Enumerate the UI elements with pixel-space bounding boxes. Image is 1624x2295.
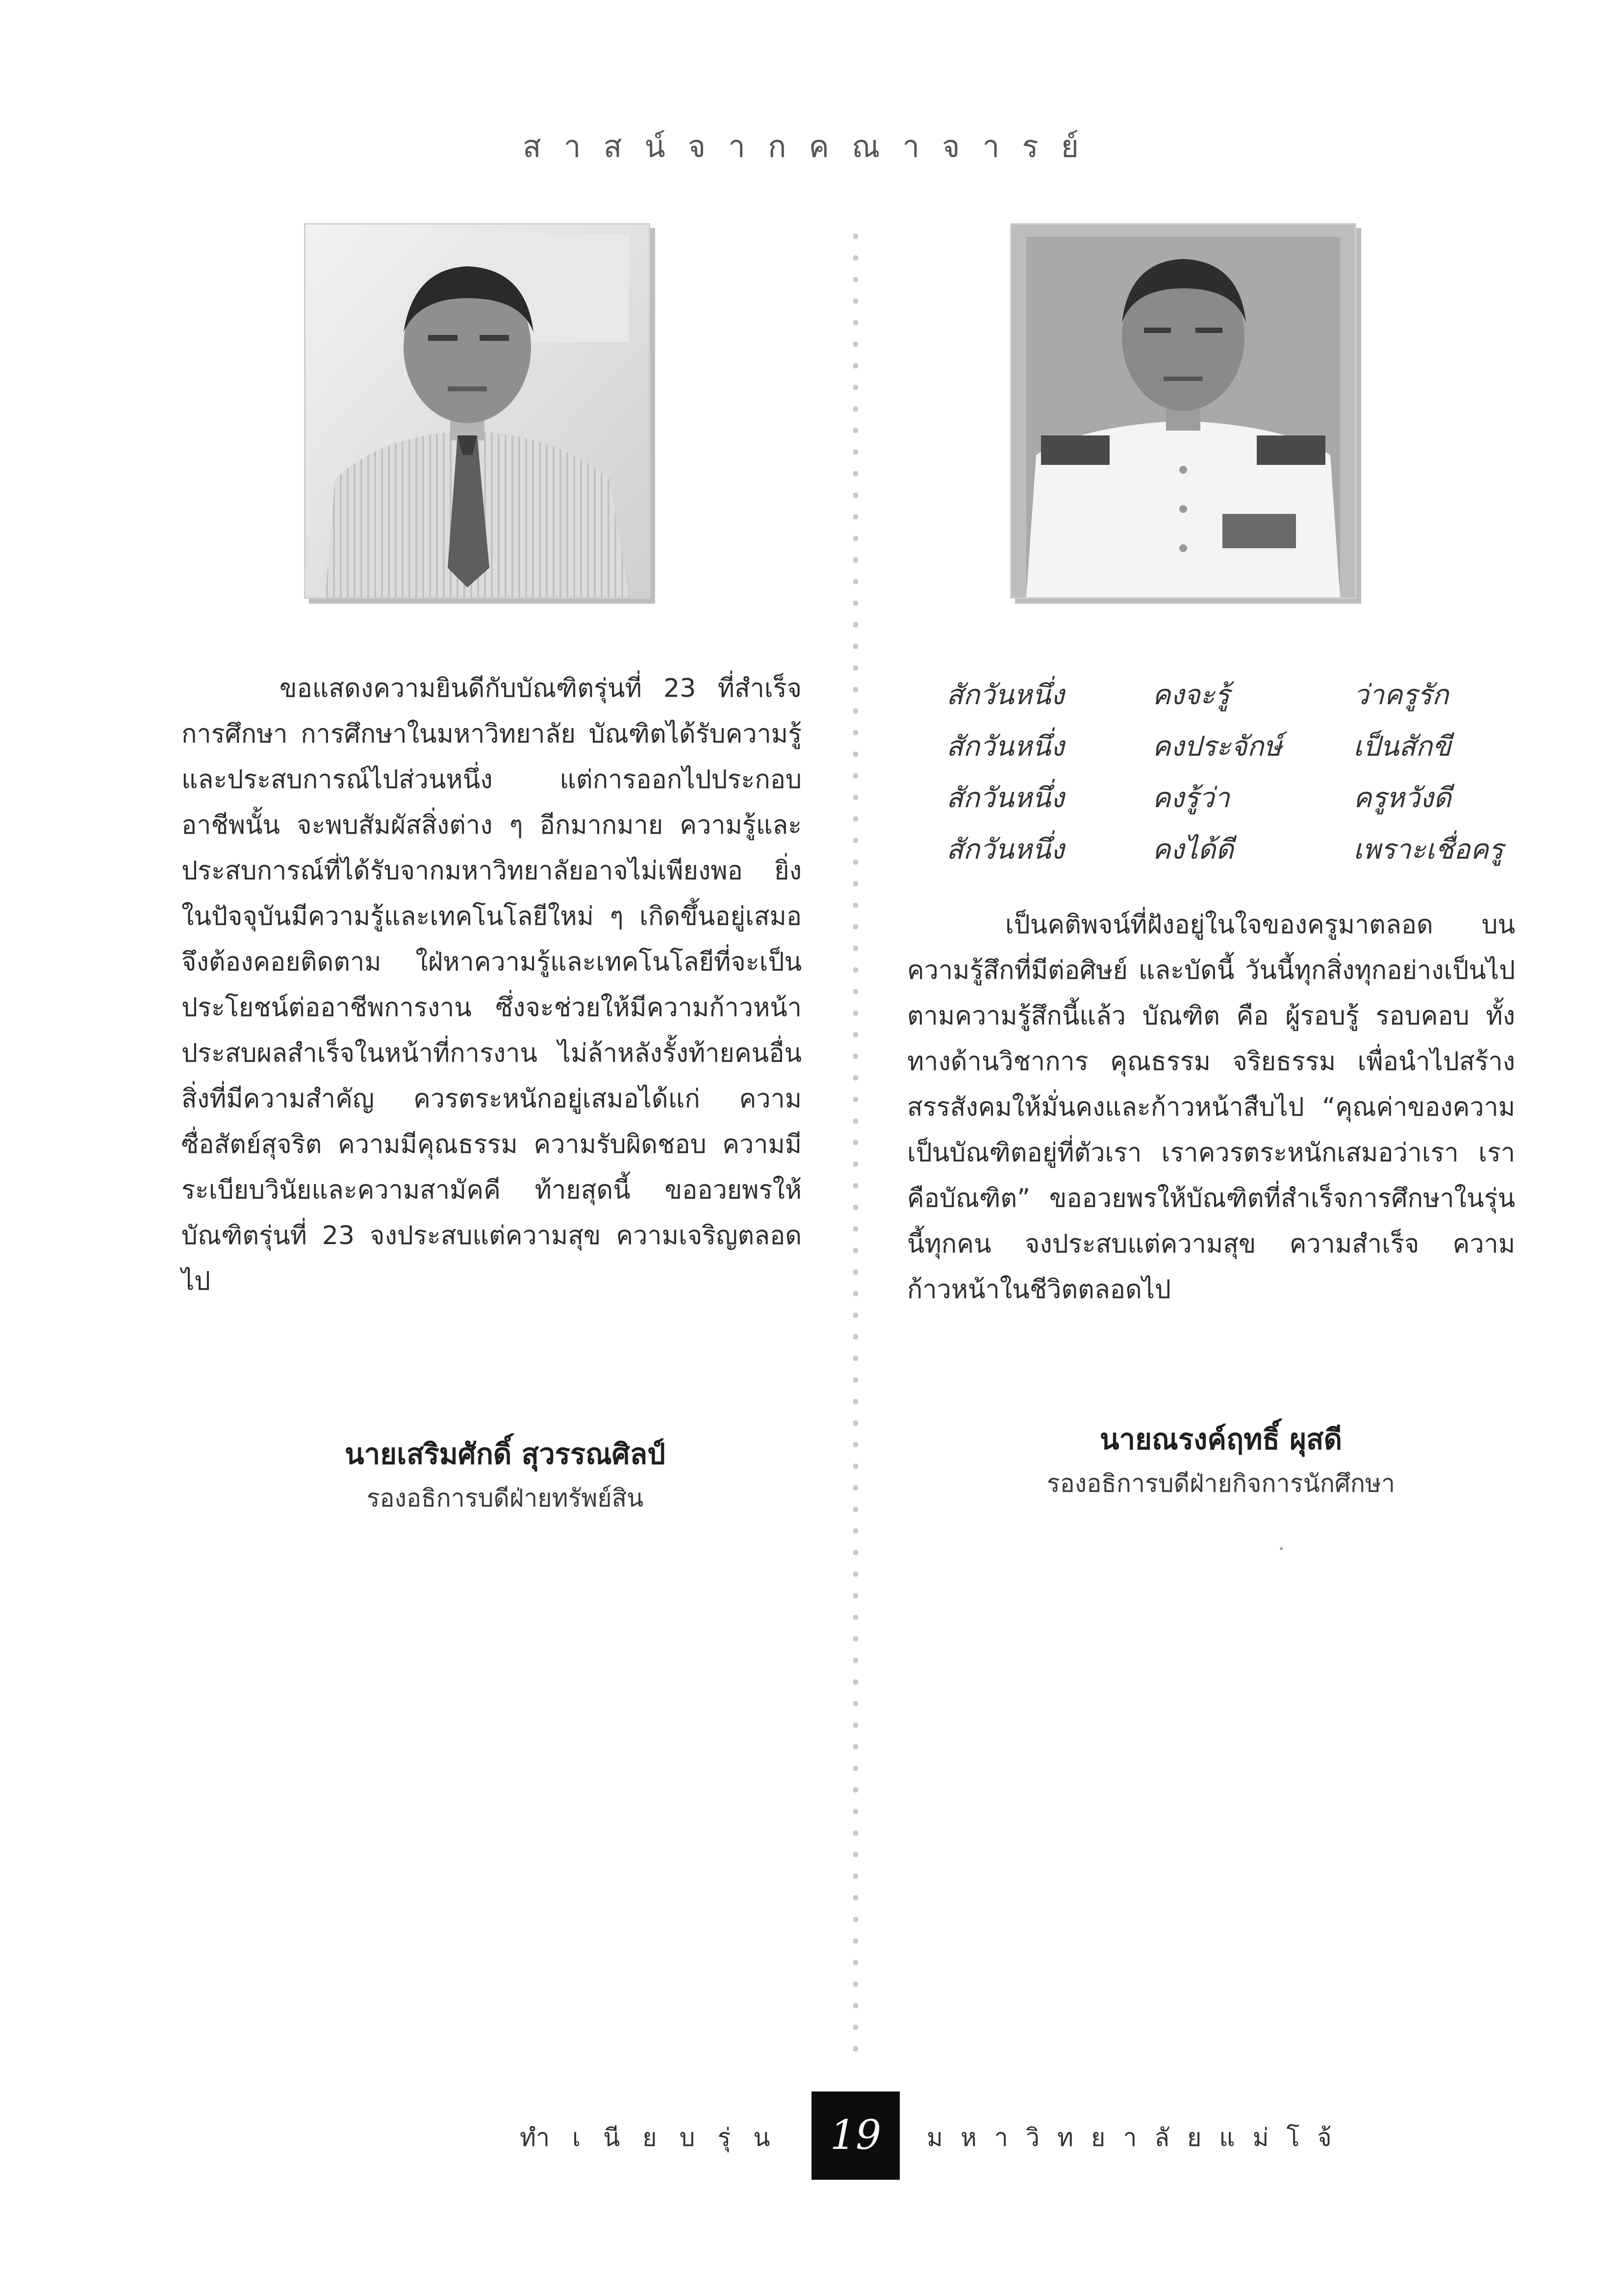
poem-line xyxy=(946,772,1525,824)
portrait-photo-left xyxy=(304,223,650,599)
poem-cell: คงได้ดี xyxy=(1152,834,1234,866)
left-signature-title: รองอธิการบดีฝ่ายทรัพย์สิน xyxy=(366,1484,644,1512)
portrait-image-right xyxy=(1012,225,1355,597)
section-title: สาสน์จากคณาจารย์ xyxy=(522,128,1102,164)
left-signature-name: นายเสริมศักดิ์ สุวรรณศิลป์ xyxy=(345,1437,665,1471)
poem-cell: คงรู้ว่า xyxy=(1152,782,1230,814)
left-message xyxy=(181,666,802,1304)
right-signature-name: นายณรงค์ฤทธิ์ ผุสดี xyxy=(1099,1423,1343,1456)
right-signature xyxy=(951,1417,1491,1505)
right-message xyxy=(907,902,1515,1313)
left-message-paragraph: ขอแสดงความยินดีกับบัณฑิตรุ่นที่ 23 ที่สำเร็จการศึกษา การศึกษาในมหาวิทยาลัย บัณฑิตได้รับความรู้และประสบการณ์ไปส่วนหนึ่ง แต่การออกไปประกอบอาชีพนั้น จะพบสัมผัสสิ่งต่าง ๆ อีกมากมาย ความรู้และประสบการณ์ที่ได้รับจากมหาวิทยาลัยอาจไม่เพียงพอ ยิ่งในปัจจุบันมีความรู้และเทคโนโลยีใหม่ ๆ เกิดขึ้นอยู่เสมอ จึงต้องคอยติดตาม ใฝ่หาความรู้และเทคโนโลยีที่จะเป็นประโยชน์ต่ออาชีพการงาน ซึ่งจะช่วยให้มีความก้าวหน้าประสบผลสำเร็จในหน้าที่การงาน ไม่ล้าหลังรั้งท้ายคนอื่น สิ่งที่มีความสำคัญ ควรตระหนักอยู่เสมอได้แก่ ความซื่อสัตย์สุจริต ความมีคุณธรรม ความรับผิดชอบ ความมีระเบียบวินัยและความสามัคคี ท้ายสุดนี้ ขออวยพรให้บัณฑิตรุ่นที่ 23 จงประสบแต่ความสุข ความเจริญตลอดไป xyxy=(181,674,802,1296)
right-message-paragraph: เป็นคติพจน์ที่ฝังอยู่ในใจของครูมาตลอด บนความรู้สึกที่มีต่อศิษย์ และบัดนี้ วันนี้ทุกสิ่งทุกอย่างเป็นไปตามความรู้สึกนี้แล้ว บัณฑิต คือ ผู้รอบรู้ รอบคอบ ทั้งทางด้านวิชาการ คุณธรรม จริยธรรม เพื่อนำไปสร้างสรรสังคมให้มั่นคงและก้าวหน้าสืบไป “คุณค่าของความเป็นบัณฑิตอยู่ที่ตัวเรา เราควรตระหนักเสมอว่าเรา เราคือบัณฑิต” ขออวยพรให้บัณฑิตที่สำเร็จการศึกษาในรุ่นนี้ทุกคน จงประสบแต่ความสุข ความสำเร็จ ความก้าวหน้าในชีวิตตลอดไป xyxy=(907,910,1515,1304)
column-divider xyxy=(853,226,858,2060)
poem-cell: เพราะเชื่อครู xyxy=(1353,834,1503,866)
poem-cell: เป็นสักขี xyxy=(1353,731,1451,763)
right-signature-title: รองอธิการบดีฝ่ายกิจการนักศึกษา xyxy=(1046,1469,1396,1498)
portrait-image-left xyxy=(305,225,649,597)
page-number: 19 xyxy=(812,2091,900,2180)
footer-university-name: มหาวิทยาลัยแม่โจ้ xyxy=(927,2123,1349,2152)
poem-line xyxy=(946,669,1525,721)
poem-line xyxy=(946,721,1525,772)
portrait-photo-right xyxy=(1010,223,1356,599)
scan-speck xyxy=(1280,1547,1283,1550)
left-signature xyxy=(235,1432,775,1520)
poem-cell: สักวันหนึ่ง xyxy=(946,782,1065,814)
poem-cell: ว่าครูรัก xyxy=(1353,679,1449,711)
poem-cell: สักวันหนึ่ง xyxy=(946,679,1065,711)
poem-block xyxy=(946,669,1525,875)
poem-cell: สักวันหนึ่ง xyxy=(946,834,1065,866)
poem-cell: คงประจักษ์ xyxy=(1152,731,1282,763)
poem-cell: สักวันหนึ่ง xyxy=(946,731,1065,763)
footer-publication-title: ทำเนียบรุ่น xyxy=(520,2123,793,2152)
poem-cell: คงจะรู้ xyxy=(1152,679,1230,711)
poem-cell: ครูหวังดี xyxy=(1353,782,1451,814)
poem-line xyxy=(946,824,1525,875)
